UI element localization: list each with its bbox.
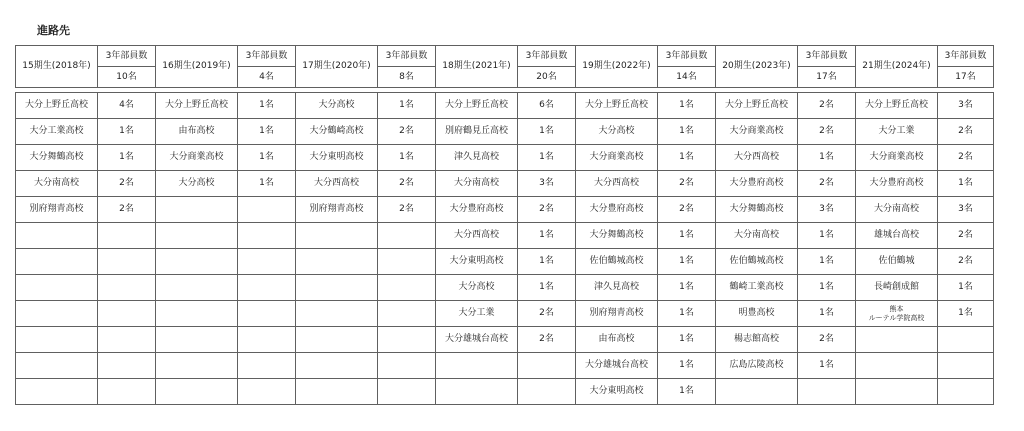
- school-cell: 大分南高校: [856, 197, 938, 223]
- count-cell: 2名: [798, 327, 856, 353]
- school-cell: 大分東明高校: [436, 249, 518, 275]
- count-cell: [518, 353, 576, 379]
- member-count-header: 3年部員数: [98, 46, 156, 67]
- school-cell: 大分商業高校: [576, 145, 658, 171]
- school-cell: [296, 327, 378, 353]
- table-row: [16, 93, 994, 119]
- count-cell: 2名: [658, 171, 716, 197]
- school-cell: 大分上野丘高校: [16, 93, 98, 119]
- school-cell: 大分上野丘高校: [156, 93, 238, 119]
- table-row: [16, 171, 994, 197]
- member-count: 17名: [938, 67, 994, 88]
- school-cell: 別府翔青高校: [576, 301, 658, 327]
- count-cell: 1名: [518, 275, 576, 301]
- school-cell: 由布高校: [576, 327, 658, 353]
- school-cell: [716, 379, 798, 405]
- school-cell: 大分西高校: [576, 171, 658, 197]
- count-cell: 1名: [938, 301, 994, 327]
- count-cell: 3名: [938, 93, 994, 119]
- school-cell: 大分舞鶴高校: [716, 197, 798, 223]
- count-cell: [98, 327, 156, 353]
- school-cell: 大分豊府高校: [576, 197, 658, 223]
- count-cell: 2名: [658, 197, 716, 223]
- school-cell: [296, 301, 378, 327]
- school-cell: 長崎創成館: [856, 275, 938, 301]
- count-cell: 1名: [98, 145, 156, 171]
- count-cell: 3名: [518, 171, 576, 197]
- school-cell: 別府翔青高校: [16, 197, 98, 223]
- school-cell: 大分東明高校: [576, 379, 658, 405]
- count-cell: 2名: [378, 197, 436, 223]
- school-cell: 大分西高校: [436, 223, 518, 249]
- school-cell: [156, 275, 238, 301]
- school-cell: [156, 301, 238, 327]
- cohort-label: 21期生(2024年): [856, 46, 938, 88]
- count-cell: [238, 197, 296, 223]
- member-count-header: 3年部員数: [238, 46, 296, 67]
- table-row: [16, 119, 994, 145]
- member-count: 4名: [238, 67, 296, 88]
- count-cell: [238, 249, 296, 275]
- member-count: 8名: [378, 67, 436, 88]
- count-cell: 1名: [798, 301, 856, 327]
- count-cell: 1名: [238, 119, 296, 145]
- school-cell: 津久見高校: [436, 145, 518, 171]
- school-cell: 大分豊府高校: [716, 171, 798, 197]
- count-cell: 2名: [938, 249, 994, 275]
- count-cell: 2名: [378, 119, 436, 145]
- school-cell: 大分雄城台高校: [576, 353, 658, 379]
- school-cell: [16, 327, 98, 353]
- school-cell: [156, 249, 238, 275]
- count-cell: 1名: [658, 379, 716, 405]
- count-cell: [238, 223, 296, 249]
- cohort-label: 16期生(2019年): [156, 46, 238, 88]
- school-cell: 大分南高校: [436, 171, 518, 197]
- school-cell: [856, 379, 938, 405]
- school-cell: 広島広陵高校: [716, 353, 798, 379]
- cohort-label: 17期生(2020年): [296, 46, 378, 88]
- school-cell: [296, 223, 378, 249]
- count-cell: [238, 275, 296, 301]
- count-cell: [98, 353, 156, 379]
- count-cell: 1名: [938, 275, 994, 301]
- school-cell: [16, 353, 98, 379]
- school-cell: [16, 301, 98, 327]
- school-cell: [156, 197, 238, 223]
- school-cell: [156, 223, 238, 249]
- school-cell: 大分工業: [856, 119, 938, 145]
- count-cell: 1名: [658, 93, 716, 119]
- count-cell: 3名: [798, 197, 856, 223]
- table-row: [16, 327, 994, 353]
- school-cell: [16, 379, 98, 405]
- school-cell: 佐伯鶴城: [856, 249, 938, 275]
- school-cell: 大分上野丘高校: [576, 93, 658, 119]
- school-cell: [156, 327, 238, 353]
- count-cell: 2名: [518, 301, 576, 327]
- table-row: [16, 353, 994, 379]
- school-cell: 由布高校: [156, 119, 238, 145]
- school-cell: 大分舞鶴高校: [576, 223, 658, 249]
- table-row: [16, 145, 994, 171]
- school-cell: [156, 379, 238, 405]
- school-cell: [296, 353, 378, 379]
- count-cell: [378, 301, 436, 327]
- school-cell: 佐伯鶴城高校: [576, 249, 658, 275]
- count-cell: 1名: [518, 249, 576, 275]
- member-count: 20名: [518, 67, 576, 88]
- count-cell: 1名: [658, 275, 716, 301]
- table-row: [16, 275, 994, 301]
- cohort-label: 19期生(2022年): [576, 46, 658, 88]
- school-cell: 大分西高校: [716, 145, 798, 171]
- count-cell: 1名: [658, 223, 716, 249]
- school-cell: 大分商業高校: [716, 119, 798, 145]
- count-cell: [378, 353, 436, 379]
- count-cell: 2名: [98, 197, 156, 223]
- school-name-line: 熊本: [889, 305, 904, 314]
- school-cell: 明豊高校: [716, 301, 798, 327]
- school-cell: [436, 353, 518, 379]
- school-cell: 大分高校: [576, 119, 658, 145]
- count-cell: [798, 379, 856, 405]
- count-cell: [98, 249, 156, 275]
- count-cell: 1名: [518, 145, 576, 171]
- count-cell: [378, 249, 436, 275]
- count-cell: 1名: [658, 145, 716, 171]
- count-cell: 2名: [518, 197, 576, 223]
- school-cell: 大分豊府高校: [436, 197, 518, 223]
- count-cell: 2名: [938, 145, 994, 171]
- count-cell: 2名: [98, 171, 156, 197]
- school-cell: [16, 275, 98, 301]
- count-cell: [938, 353, 994, 379]
- school-cell: [296, 249, 378, 275]
- school-cell: 大分南高校: [16, 171, 98, 197]
- count-cell: 1名: [98, 119, 156, 145]
- table-row: [16, 301, 994, 327]
- school-cell: 大分上野丘高校: [436, 93, 518, 119]
- school-cell: [156, 353, 238, 379]
- count-cell: [238, 327, 296, 353]
- member-count: 17名: [798, 67, 856, 88]
- count-cell: 1名: [798, 275, 856, 301]
- school-cell: 佐伯鶴城高校: [716, 249, 798, 275]
- school-cell: 大分高校: [156, 171, 238, 197]
- school-cell: 津久見高校: [576, 275, 658, 301]
- school-cell: 大分鶴崎高校: [296, 119, 378, 145]
- count-cell: [518, 379, 576, 405]
- school-cell: 大分高校: [296, 93, 378, 119]
- school-cell: 大分豊府高校: [856, 171, 938, 197]
- table-row: [16, 223, 994, 249]
- school-cell: 別府鶴見丘高校: [436, 119, 518, 145]
- school-cell: 大分商業高校: [856, 145, 938, 171]
- school-cell: 大分南高校: [716, 223, 798, 249]
- count-cell: [938, 327, 994, 353]
- count-cell: 1名: [658, 301, 716, 327]
- count-cell: 2名: [798, 171, 856, 197]
- count-cell: [378, 223, 436, 249]
- count-cell: 1名: [238, 93, 296, 119]
- count-cell: 2名: [518, 327, 576, 353]
- count-cell: 1名: [658, 119, 716, 145]
- count-cell: 1名: [798, 145, 856, 171]
- cohort-label: 15期生(2018年): [16, 46, 98, 88]
- count-cell: [238, 301, 296, 327]
- member-count-header: 3年部員数: [658, 46, 716, 67]
- count-cell: [238, 353, 296, 379]
- school-cell: 鶴崎工業高校: [716, 275, 798, 301]
- count-cell: 1名: [378, 145, 436, 171]
- count-cell: 1名: [238, 171, 296, 197]
- school-cell: 楊志館高校: [716, 327, 798, 353]
- header-row: [16, 46, 994, 67]
- count-cell: [98, 223, 156, 249]
- count-cell: 1名: [238, 145, 296, 171]
- count-cell: [378, 327, 436, 353]
- cohort-label: 20期生(2023年): [716, 46, 798, 88]
- count-cell: 2名: [378, 171, 436, 197]
- count-cell: 1名: [938, 171, 994, 197]
- member-count-header: 3年部員数: [798, 46, 856, 67]
- count-cell: 2名: [938, 223, 994, 249]
- cohort-label: 18期生(2021年): [436, 46, 518, 88]
- school-cell: 大分商業高校: [156, 145, 238, 171]
- school-cell: 大分西高校: [296, 171, 378, 197]
- count-cell: [378, 379, 436, 405]
- count-cell: [938, 379, 994, 405]
- count-cell: [98, 301, 156, 327]
- member-count-header: 3年部員数: [378, 46, 436, 67]
- table-row: [16, 197, 994, 223]
- member-count-header: 3年部員数: [518, 46, 576, 67]
- member-count: 14名: [658, 67, 716, 88]
- page-title: 進路先: [37, 24, 70, 37]
- count-cell: 2名: [798, 119, 856, 145]
- count-cell: 1名: [798, 353, 856, 379]
- count-cell: 2名: [938, 119, 994, 145]
- member-count: 10名: [98, 67, 156, 88]
- count-cell: 3名: [938, 197, 994, 223]
- count-cell: 1名: [658, 327, 716, 353]
- school-cell: 別府翔青高校: [296, 197, 378, 223]
- count-cell: 6名: [518, 93, 576, 119]
- school-name-line: ルーテル学院高校: [868, 313, 925, 322]
- school-cell: 大分高校: [436, 275, 518, 301]
- career-destination-table: [15, 45, 994, 405]
- school-cell: [856, 301, 938, 327]
- school-cell: 雄城台高校: [856, 223, 938, 249]
- school-cell: 大分舞鶴高校: [16, 145, 98, 171]
- school-cell: [16, 223, 98, 249]
- school-cell: 大分雄城台高校: [436, 327, 518, 353]
- count-cell: 1名: [518, 223, 576, 249]
- school-cell: [856, 353, 938, 379]
- count-cell: 1名: [798, 249, 856, 275]
- school-cell: [436, 379, 518, 405]
- count-cell: [378, 275, 436, 301]
- school-cell: 大分工業高校: [16, 119, 98, 145]
- member-count-header: 3年部員数: [938, 46, 994, 67]
- school-cell: 大分工業: [436, 301, 518, 327]
- count-cell: [98, 275, 156, 301]
- count-cell: 1名: [518, 119, 576, 145]
- count-cell: 4名: [98, 93, 156, 119]
- table-row: [16, 379, 994, 405]
- school-cell: 大分上野丘高校: [856, 93, 938, 119]
- school-cell: [296, 379, 378, 405]
- count-cell: 1名: [658, 353, 716, 379]
- school-cell: 大分東明高校: [296, 145, 378, 171]
- table-row: [16, 249, 994, 275]
- count-cell: 1名: [378, 93, 436, 119]
- count-cell: [238, 379, 296, 405]
- count-cell: 2名: [798, 93, 856, 119]
- count-cell: 1名: [798, 223, 856, 249]
- school-cell: [16, 249, 98, 275]
- school-cell: [296, 275, 378, 301]
- school-cell: 大分上野丘高校: [716, 93, 798, 119]
- count-cell: 1名: [658, 249, 716, 275]
- count-cell: [98, 379, 156, 405]
- school-cell: [856, 327, 938, 353]
